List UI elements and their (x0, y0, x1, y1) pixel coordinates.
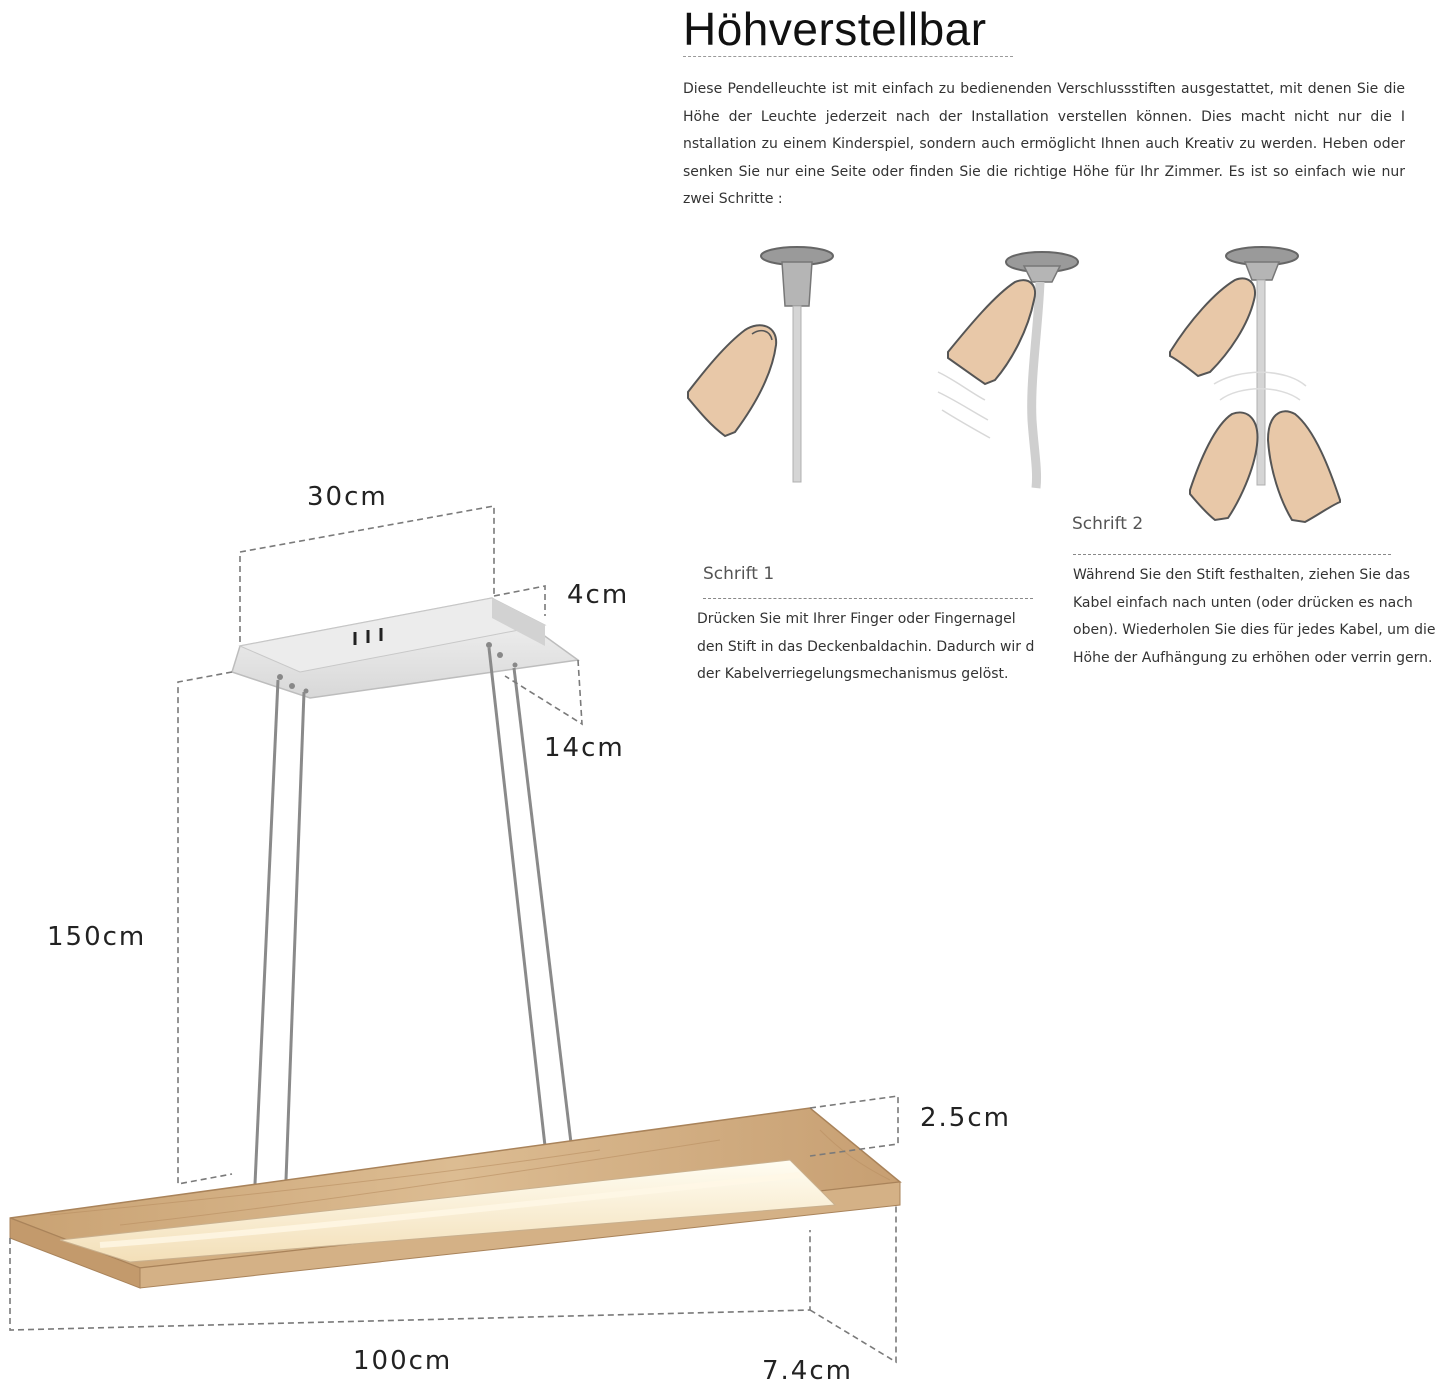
step-3-illustration (1170, 247, 1340, 522)
cable-icon (793, 306, 801, 482)
step-2-title: Schrift 2 (1072, 514, 1144, 534)
page-title: Höhverstellbar (683, 3, 987, 55)
ceiling-canopy (232, 598, 578, 698)
canopy-width-label: 30cm (307, 482, 388, 512)
step-1-title: Schrift 1 (703, 564, 775, 584)
finger-icon (1268, 411, 1340, 522)
step-2-text: Während Sie den Stift festhalten, ziehen Sie das Kabel einfach nach unten (oder drücken es nach oben). Wiederholen Sie dies für jedes Kabel, um die Höhe der Aufhängung zu erhöhen oder verrin gern. (1073, 567, 1436, 666)
suspension-cables (255, 648, 571, 1184)
cable-icon (1032, 282, 1040, 488)
lamp-depth-label: 7.4cm (762, 1356, 853, 1386)
step-1-text: Drücken Sie mit Ihrer Finger oder Fingernagel den Stift in das Deckenbaldachin. Dadurch wir d der Kabelverriegelungsmechanismus gelöst. (697, 611, 1035, 682)
canopy-height-label: 4cm (567, 580, 630, 610)
wooden-lamp-body (10, 1108, 900, 1288)
step-2-illustration (938, 252, 1078, 488)
step-1-illustration (688, 247, 833, 482)
step-2-divider (1073, 554, 1391, 555)
finger-icon (688, 325, 776, 436)
ceiling-canopy-icon (1006, 252, 1078, 282)
finger-icon (948, 280, 1035, 384)
intro-paragraph: Diese Pendelleuchte ist mit einfach zu bedienenden Verschlussstiften ausgestattet, mit denen Sie die Höhe der Leuchte jederzeit nach der Installation verstellen können. Dies macht nicht nur die I nstallation zu einem Kinderspiel, sondern auch ermöglicht Ihnen auch Kreativ zu werden. Heben oder senken Sie nur eine Seite oder finden Sie die richtige Höhe für Ihr Zimmer. Es ist so einfach wie nur zwei Schritte : (683, 81, 1405, 207)
ceiling-canopy-icon (1226, 247, 1298, 280)
lamp-height-label: 2.5cm (920, 1103, 1011, 1133)
canopy-depth-label: 14cm (544, 733, 625, 763)
finger-icon (1170, 278, 1255, 376)
cable-length-label: 150cm (47, 922, 147, 952)
finger-icon (1190, 412, 1257, 520)
ceiling-canopy-icon (761, 247, 833, 306)
cable-icon (1257, 280, 1265, 485)
lamp-length-label: 100cm (353, 1346, 453, 1376)
step-1-divider (703, 598, 1033, 599)
